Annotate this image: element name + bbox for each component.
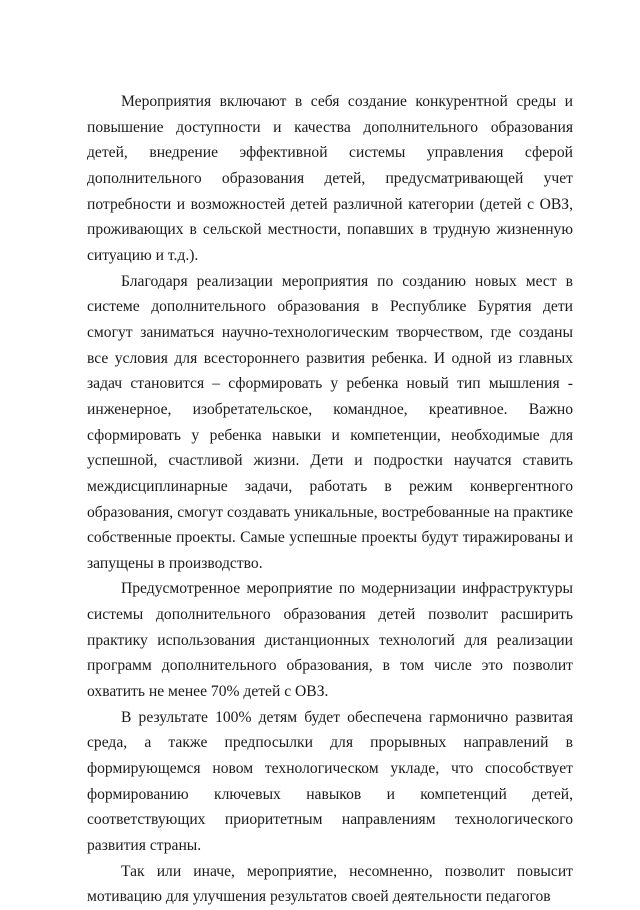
document-body xyxy=(87,89,573,910)
paragraph-5: Так или иначе, мероприятие, несомненно, позволит повысит мотивацию для улучшения результатов своей деятельности педагогов xyxy=(87,862,573,906)
paragraph-3: Предусмотренное мероприятие по модернизации инфраструктуры системы дополнительного образования детей позволит расширить практику использования дистанционных технологий для реализации программ дополнительного образования, в том числе это позволит охватить не менее 70% детей с ОВЗ. xyxy=(87,580,573,701)
paragraph-1: Мероприятия включают в себя создание конкурентной среды и повышение доступности и качества дополнительного образования детей, внедрение эффективной системы управления сферой дополнительного образования детей, предусматривающей учет потребности и возможностей детей различной категории (детей с ОВЗ, проживающих в сельской местности, попавших в трудную жизненную ситуацию и т.д.). xyxy=(87,93,573,264)
paragraph-4: В результате 100% детям будет обеспечена гармонично развитая среда, а также предпосылки для прорывных направлений в формирующемся новом технологическом укладе, что способствует формированию ключевых навыков и компетенций детей, соответствующих приоритетным направлениям технологического развития страны. xyxy=(87,708,573,855)
paragraph-2: Благодаря реализации мероприятия по созданию новых мест в системе дополнительного образования в Республике Бурятия дети смогут заниматься научно-технологическим творчеством, где созданы все условия для всестороннего развития ребенка. И одной из главных задач становится – сформировать у ребенка новый тип мышления - инженерное, изобретательское, командное, креативное. Важно сформировать у ребенка навыки и компетенции, необходимые для успешной, счастливой жизни. Дети и подростки научатся ставить междисциплинарные задачи, работать в режим конвергентного образования, смогут создавать уникальные, востребованные на практике собственные проекты. Самые успешные проекты будут тиражированы и запущены в производство. xyxy=(87,272,573,572)
